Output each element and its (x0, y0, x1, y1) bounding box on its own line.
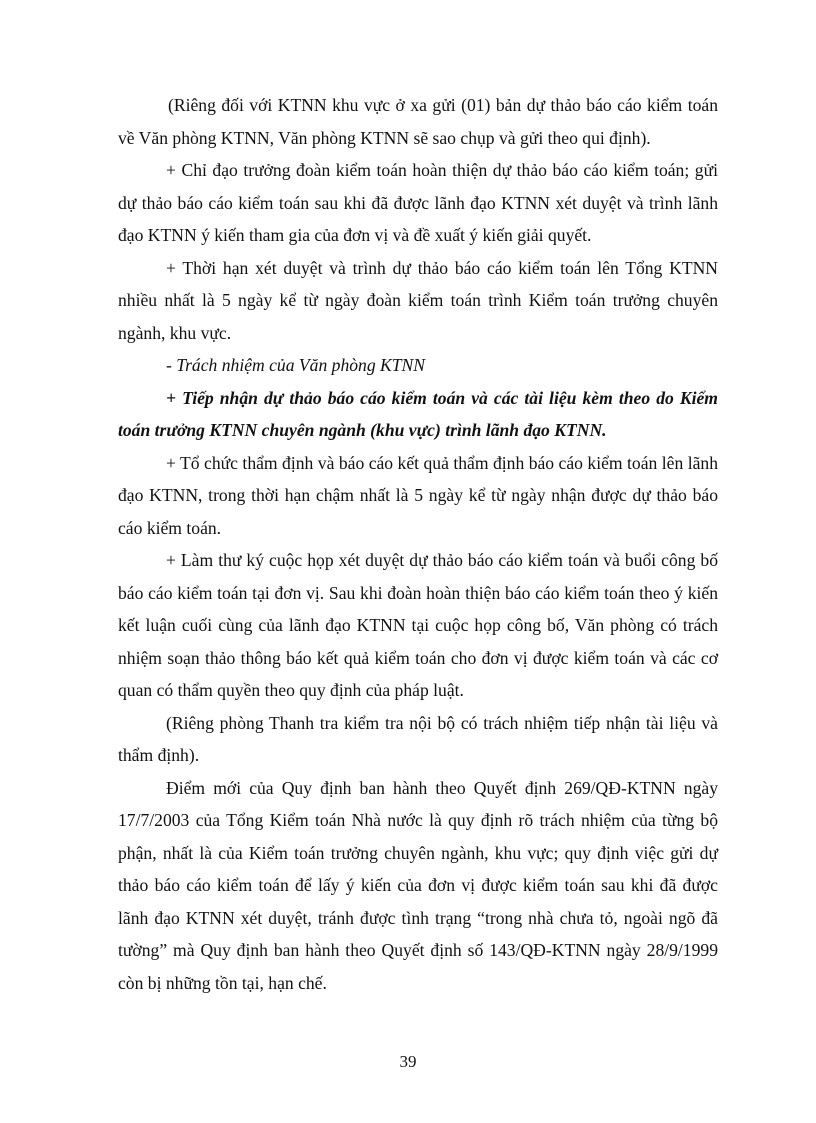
section-heading-office-responsibility: - Trách nhiệm của Văn phòng KTNN (166, 355, 426, 375)
paragraph-regional-note: (Riêng đối với KTNN khu vực ở xa gửi (01) bản dự thảo báo cáo kiểm toán về Văn phòng KTNN, Văn phòng KTNN sẽ sao chụp và gửi theo qui định). (118, 95, 718, 148)
paragraph-receive-draft: + Tiếp nhận dự thảo báo cáo kiểm toán và các tài liệu kèm theo do Kiểm toán trưởng KTNN chuyên ngành (khu vực) trình lãnh đạo KTNN. (118, 387, 718, 440)
paragraph-review-deadline: + Thời hạn xét duyệt và trình dự thảo báo cáo kiểm toán lên Tổng KTNN nhiều nhất là 5 ngày kể từ ngày đoàn kiểm toán trình Kiểm toán trưởng chuyên ngành, khu vực. (118, 257, 718, 343)
body-text (118, 89, 718, 999)
paragraph-internal-inspection: (Riêng phòng Thanh tra kiểm tra nội bộ có trách nhiệm tiếp nhận tài liệu và thẩm định). (118, 712, 718, 765)
paragraph-new-points: Điểm mới của Quy định ban hành theo Quyết định 269/QĐ-KTNN ngày 17/7/2003 của Tổng Kiểm toán Nhà nước là quy định rõ trách nhiệm của từng bộ phận, nhất là của Kiểm toán trưởng chuyên ngành, khu vực; quy định việc gửi dự thảo báo cáo kiểm toán để lấy ý kiến của đơn vị được kiểm toán sau khi đã được lãnh đạo KTNN xét duyệt, tránh được tình trạng “trong nhà chưa tỏ, ngoài ngõ đã tường” mà Quy định ban hành theo Quyết định số 143/QĐ-KTNN ngày 28/9/1999 còn bị những tồn tại, hạn chế. (118, 777, 718, 993)
paragraph-secretary: + Làm thư ký cuộc họp xét duyệt dự thảo báo cáo kiểm toán và buổi công bố báo cáo kiểm toán tại đơn vị. Sau khi đoàn hoàn thiện báo cáo kiểm toán theo ý kiến kết luận cuối cùng của lãnh đạo KTNN tại cuộc họp công bố, Văn phòng có trách nhiệm soạn thảo thông báo kết quả kiểm toán cho đơn vị được kiểm toán và các cơ quan có thẩm quyền theo quy định của pháp luật. (118, 550, 718, 700)
page-number: 39 (399, 1052, 417, 1071)
paragraph-appraisal: + Tổ chức thẩm định và báo cáo kết quả thẩm định báo cáo kiểm toán lên lãnh đạo KTNN, trong thời hạn chậm nhất là 5 ngày kể từ ngày nhận được dự thảo báo cáo kiểm toán. (118, 452, 718, 538)
paragraph-direct-team-leader: + Chỉ đạo trưởng đoàn kiểm toán hoàn thiện dự thảo báo cáo kiểm toán; gửi dự thảo báo cáo kiểm toán sau khi đã được lãnh đạo KTNN xét duyệt và trình lãnh đạo KTNN ý kiến tham gia của đơn vị và đề xuất ý kiến giải quyết. (118, 160, 718, 245)
